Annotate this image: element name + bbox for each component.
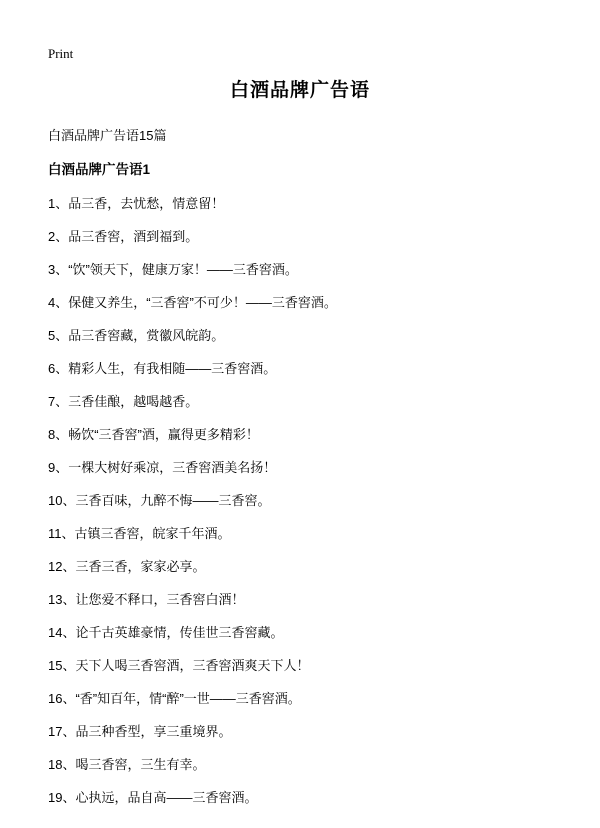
list-item: 6、精彩人生，有我相随——三香窖酒。 [48, 361, 277, 376]
list-item: 2、品三香窖，酒到福到。 [48, 229, 199, 244]
list-item: 14、论千古英雄豪情，传佳世三香窖藏。 [48, 625, 284, 640]
list-item: 17、品三种香型，享三重境界。 [48, 724, 232, 739]
print-button[interactable]: Print [48, 46, 74, 61]
list-item: 1、品三香，去忧愁，情意留！ [48, 196, 225, 211]
section-heading: 白酒品牌广告语1 [48, 162, 151, 177]
list-item: 8、畅饮“三香窖”酒，赢得更多精彩！ [48, 427, 259, 442]
list-item: 15、天下人喝三香窖酒，三香窖酒爽天下人！ [48, 658, 310, 673]
page-title: 白酒品牌广告语 [229, 80, 370, 101]
list-item: 5、品三香窖藏，赏徽风皖韵。 [48, 328, 225, 343]
list-item: 12、三香三香，家家必享。 [48, 559, 206, 574]
list-item: 7、三香佳酿，越喝越香。 [48, 394, 199, 409]
list-item: 3、“饮”领天下，健康万家！——三香窖酒。 [48, 262, 298, 277]
list-item: 10、三香百味，九醉不悔——三香窖。 [48, 493, 271, 508]
list-item: 13、让您爱不释口，三香窖白酒！ [48, 592, 245, 607]
list-item: 9、一棵大树好乘凉，三香窖酒美名扬！ [48, 460, 277, 475]
document-subtitle: 白酒品牌广告语15篇 [48, 128, 167, 143]
list-item: 18、喝三香窖，三生有幸。 [48, 757, 206, 772]
list-item: 16、“香”知百年，情“醉”一世——三香窖酒。 [48, 691, 301, 706]
list-item: 19、心执远，品自高——三香窖酒。 [48, 790, 258, 805]
document-body [48, 78, 552, 821]
list-item: 4、保健又养生，“三香窖”不可少！——三香窖酒。 [48, 295, 337, 310]
list-item: 11、古镇三香窖，皖家千年酒。 [48, 526, 231, 541]
